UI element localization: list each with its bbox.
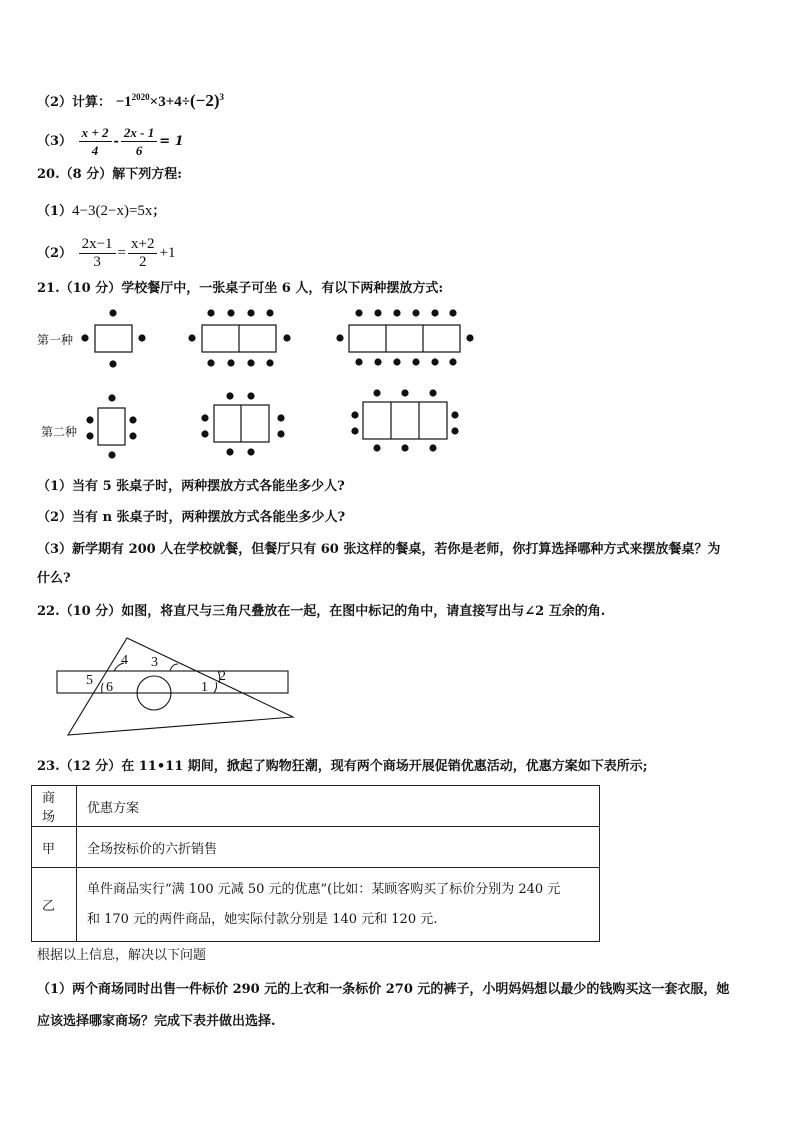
- q19-part3-label: （3）: [37, 134, 73, 149]
- table-cell-line: 和 170 元的两件商品，她实际付款分别是 140 元和 120 元.: [87, 911, 438, 927]
- table-cell-line: 单件商品实行“满 100 元减 50 元的优惠”(比如：某顾客购买了标价分别为 240 元: [87, 881, 561, 897]
- seat-dot: [351, 427, 358, 434]
- q20-fraction2-den: 2: [139, 254, 147, 270]
- q19-expr-exponent2: 3: [219, 92, 224, 102]
- promotion-table: [31, 785, 600, 942]
- seat-dot: [226, 392, 233, 399]
- seat-dot: [373, 444, 380, 451]
- m2-table-3: [363, 402, 447, 439]
- seat-dot: [336, 334, 343, 341]
- table-header-cell: 优惠方案: [77, 786, 600, 827]
- seat-dot: [401, 444, 408, 451]
- q20-tail: +1: [159, 245, 176, 261]
- seat-dot: [226, 448, 233, 455]
- angle-label-3: 3: [151, 655, 158, 670]
- table-header-cell: 商场: [32, 786, 77, 827]
- seat-dot: [201, 430, 208, 437]
- seat-dot: [86, 432, 93, 439]
- seat-dot: [283, 334, 290, 341]
- q19-part2-label: （2）计算：: [37, 95, 112, 110]
- seat-dot: [247, 359, 254, 366]
- q20-part1-end: ；: [152, 204, 166, 219]
- angle-label-4: 4: [121, 653, 128, 668]
- method1-label: 第一种: [37, 333, 74, 347]
- seat-dot: [108, 451, 115, 458]
- angle-label-2: 2: [219, 669, 226, 684]
- seat-dot: [109, 360, 116, 367]
- q20-part1-expression: 4−3(2−x)=5x: [72, 203, 153, 219]
- q23-part1-line1: （1）两个商场同时出售一件标价 290 元的上衣和一条标价 270 元的裤子，小明妈妈想以最少的钱购买这一套衣服，她: [37, 982, 730, 997]
- seat-dot: [451, 427, 458, 434]
- seat-dot: [138, 334, 145, 341]
- seat-dot: [431, 358, 438, 365]
- seat-dot: [374, 358, 381, 365]
- angle-label-5: 5: [86, 673, 93, 688]
- q23-part1-line2: 应该选择哪家商场？完成下表并做出选择.: [37, 1014, 276, 1029]
- q21-part1: （1）当有 5 张桌子时，两种摆放方式各能坐多少人?: [37, 479, 345, 494]
- seat-dot: [449, 358, 456, 365]
- table-row: [32, 786, 600, 827]
- method2-label: 第二种: [41, 425, 78, 439]
- seat-dot: [266, 359, 273, 366]
- table-row: [32, 868, 600, 942]
- q21-part3-line1: （3）新学期有 200 人在学校就餐，但餐厅只有 60 张这样的餐桌，若你是老师，你打算选择哪种方式来摆放餐桌？为: [37, 542, 721, 557]
- seat-dot: [373, 389, 380, 396]
- seat-dot: [109, 309, 116, 316]
- angle-arc-3: [170, 664, 178, 671]
- seat-dot: [466, 334, 473, 341]
- q23-title: 23.（12 分）在 11•11 期间，掀起了购物狂潮，现有两个商场开展促销优惠活动，优惠方案如下表所示;: [37, 759, 648, 774]
- angle-label-6: 6: [106, 680, 113, 695]
- seat-dot: [207, 359, 214, 366]
- table-cell: 全场按标价的六折销售: [77, 827, 600, 868]
- q19-fraction1-den: 4: [91, 143, 99, 158]
- seat-dot: [247, 392, 254, 399]
- seat-dot: [247, 448, 254, 455]
- q20-equals: =: [117, 245, 127, 261]
- q21-title: 21.（10 分）学校餐厅中，一张桌子可坐 6 人，有以下两种摆放方式:: [37, 281, 444, 296]
- table-cell: [77, 868, 600, 942]
- seat-dot: [207, 309, 214, 316]
- q19-expr-a: −1: [115, 94, 132, 110]
- seat-dot: [86, 416, 93, 423]
- seat-dot: [393, 309, 400, 316]
- q19-fraction1-num: x + 2: [79, 124, 112, 142]
- q20-part2-label: （2）: [37, 246, 73, 261]
- q20-part1-label: （1）: [37, 204, 73, 219]
- seat-dot: [201, 414, 208, 421]
- seat-dot: [81, 334, 88, 341]
- seat-dot: [412, 358, 419, 365]
- table-cell: 甲: [32, 827, 77, 868]
- seat-dot: [449, 309, 456, 316]
- seat-dot: [451, 411, 458, 418]
- q20-title: 20.（8 分）解下列方程:: [37, 167, 182, 182]
- seat-dot: [188, 334, 195, 341]
- angle-arc-1: [214, 682, 217, 693]
- seat-dot: [431, 309, 438, 316]
- q20-fraction1-den: 3: [93, 254, 101, 270]
- m1-table-3: [349, 325, 460, 352]
- m1-table-1: [95, 325, 132, 352]
- seat-dot: [277, 414, 284, 421]
- seat-dot: [108, 394, 115, 401]
- q19-expr-b: ×3+4÷: [149, 94, 190, 110]
- seat-dot: [351, 411, 358, 418]
- seat-dot: [393, 358, 400, 365]
- seat-dot: [277, 430, 284, 437]
- q23-after-table: 根据以上信息，解决以下问题: [37, 948, 207, 963]
- q19-expr-c: (−2): [189, 91, 220, 110]
- table-row: [32, 827, 600, 868]
- seat-dot: [412, 309, 419, 316]
- seat-dot: [129, 432, 136, 439]
- q20-fraction2-num: x+2: [128, 236, 157, 254]
- seat-dot: [355, 309, 362, 316]
- seat-dot: [429, 389, 436, 396]
- seat-dot: [129, 416, 136, 423]
- angle-arc-6: [102, 683, 103, 693]
- seat-dot: [429, 444, 436, 451]
- q22-title: 22.（10 分）如图，将直尺与三角尺叠放在一起，在图中标记的角中，请直接写出与∠2 互余的角.: [37, 604, 606, 619]
- seat-dot: [227, 309, 234, 316]
- q19-minus: -: [113, 134, 119, 149]
- q21-part2: （2）当有 n 张桌子时，两种摆放方式各能坐多少人?: [37, 510, 346, 525]
- seat-dot: [227, 359, 234, 366]
- seat-dot: [355, 358, 362, 365]
- q19-expr-exponent: 2020: [131, 92, 150, 102]
- seat-dot: [401, 389, 408, 396]
- q19-fraction2-den: 6: [135, 143, 143, 158]
- angle-label-1: 1: [201, 680, 208, 695]
- q20-fraction1-num: 2x−1: [79, 236, 116, 254]
- table-cell: 乙: [32, 868, 77, 942]
- seat-dot: [374, 309, 381, 316]
- seat-dot: [266, 309, 273, 316]
- q21-part3-line2: 什么?: [37, 571, 71, 586]
- q19-fraction2-num: 2x - 1: [121, 124, 157, 142]
- m2-table-1: [98, 408, 125, 445]
- q19-equals: = 1: [159, 134, 184, 149]
- seat-dot: [247, 309, 254, 316]
